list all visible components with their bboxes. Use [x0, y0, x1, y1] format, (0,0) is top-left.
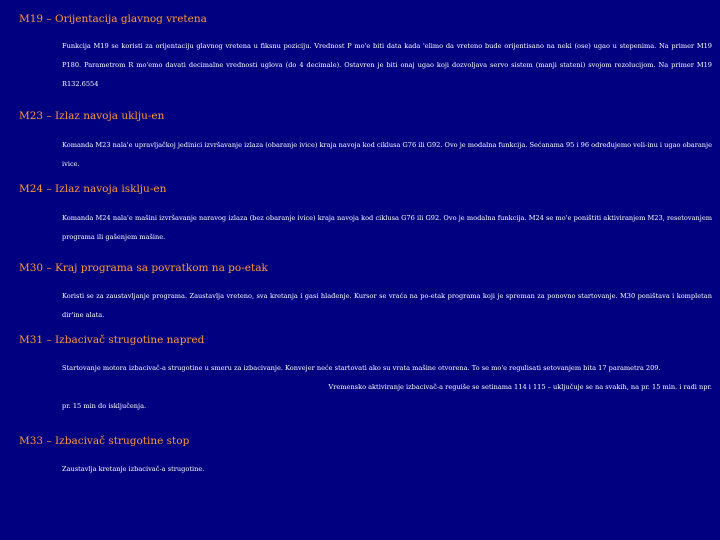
body-line: Vremensko aktiviranje izbacivač-a reguiše se setinama 114 i 115 – uključuje se na svakih, na pr. 15 min. i radi npr.: [328, 383, 712, 391]
body-line: pr. 15 min do isključenja.: [62, 402, 147, 410]
section-heading: M30 – Kraj programa sa povratkom na po-etak: [19, 262, 268, 274]
section-heading: M33 – Izbacivač strugotine stop: [19, 435, 190, 447]
body-line: Startovanje motora izbacivač-a strugotine u smeru za izbacivanje. Konvejer neće startovati ako su vrata mašine otvorena. To se mo'e regulisati setovanjem bita 17 parametra 209.: [62, 364, 661, 372]
section-body: Komanda M23 nala'e upravljačkoj jedinici izvršavanje izlaza (obaranje ivice) kraja navoja kod ciklusa G76 ili G92. Ovo je modalna funkcija. Sećanama 95 i 96 određujemo veli-inu i ugao obaranje ivice.: [62, 141, 712, 168]
section-body: Funkcija M19 se koristi za orijentaciju glavnog vretena u fiksnu poziciju. Vrednost P mo'e biti data kada 'elimo da vreteno bude orijentisano na neki (ose) ugao u stepenima. Na primer M19 P180. Parametrom R mo'emo davati decimalne vrednosti uglova (do 4 decimale). Ostavren je biti onaj ugao koji dozvoljava servo sistem (manji stateni) svojom rezolucijom. Na primer M19 R132.6554: [62, 42, 712, 88]
section-heading: M24 – Izlaz navoja isklju-en: [19, 183, 167, 195]
section-body: Koristi se za zaustavljanje programa. Zaustavlja vreteno, sva kretanja i gasi hlađenje. Kursor se vraća na po-etak programa koji je spreman za ponovno startovanje. M30 poništava i kompletan dir'ine alata.: [62, 292, 712, 319]
section-heading: M23 – Izlaz navoja uklju-en: [19, 110, 165, 122]
section-body: Komanda M24 nala'e mašini izvršavanje naravog izlaza (bez obaranje ivice) kraja navoja kod ciklusa G76 ili G92. Ovo je modalna funkcija. M24 se mo'e poništiti aktiviranjem M23, resetovanjem programa ili gašenjem mašine.: [62, 214, 712, 241]
section-heading: M19 – Orijentacija glavnog vretena: [19, 13, 207, 25]
section-body: Zaustavlja kretanje izbacivač-a strugotine.: [62, 465, 205, 473]
section-body: [62, 359, 712, 416]
section-heading: M31 – Izbacivač strugotine napred: [19, 334, 205, 346]
